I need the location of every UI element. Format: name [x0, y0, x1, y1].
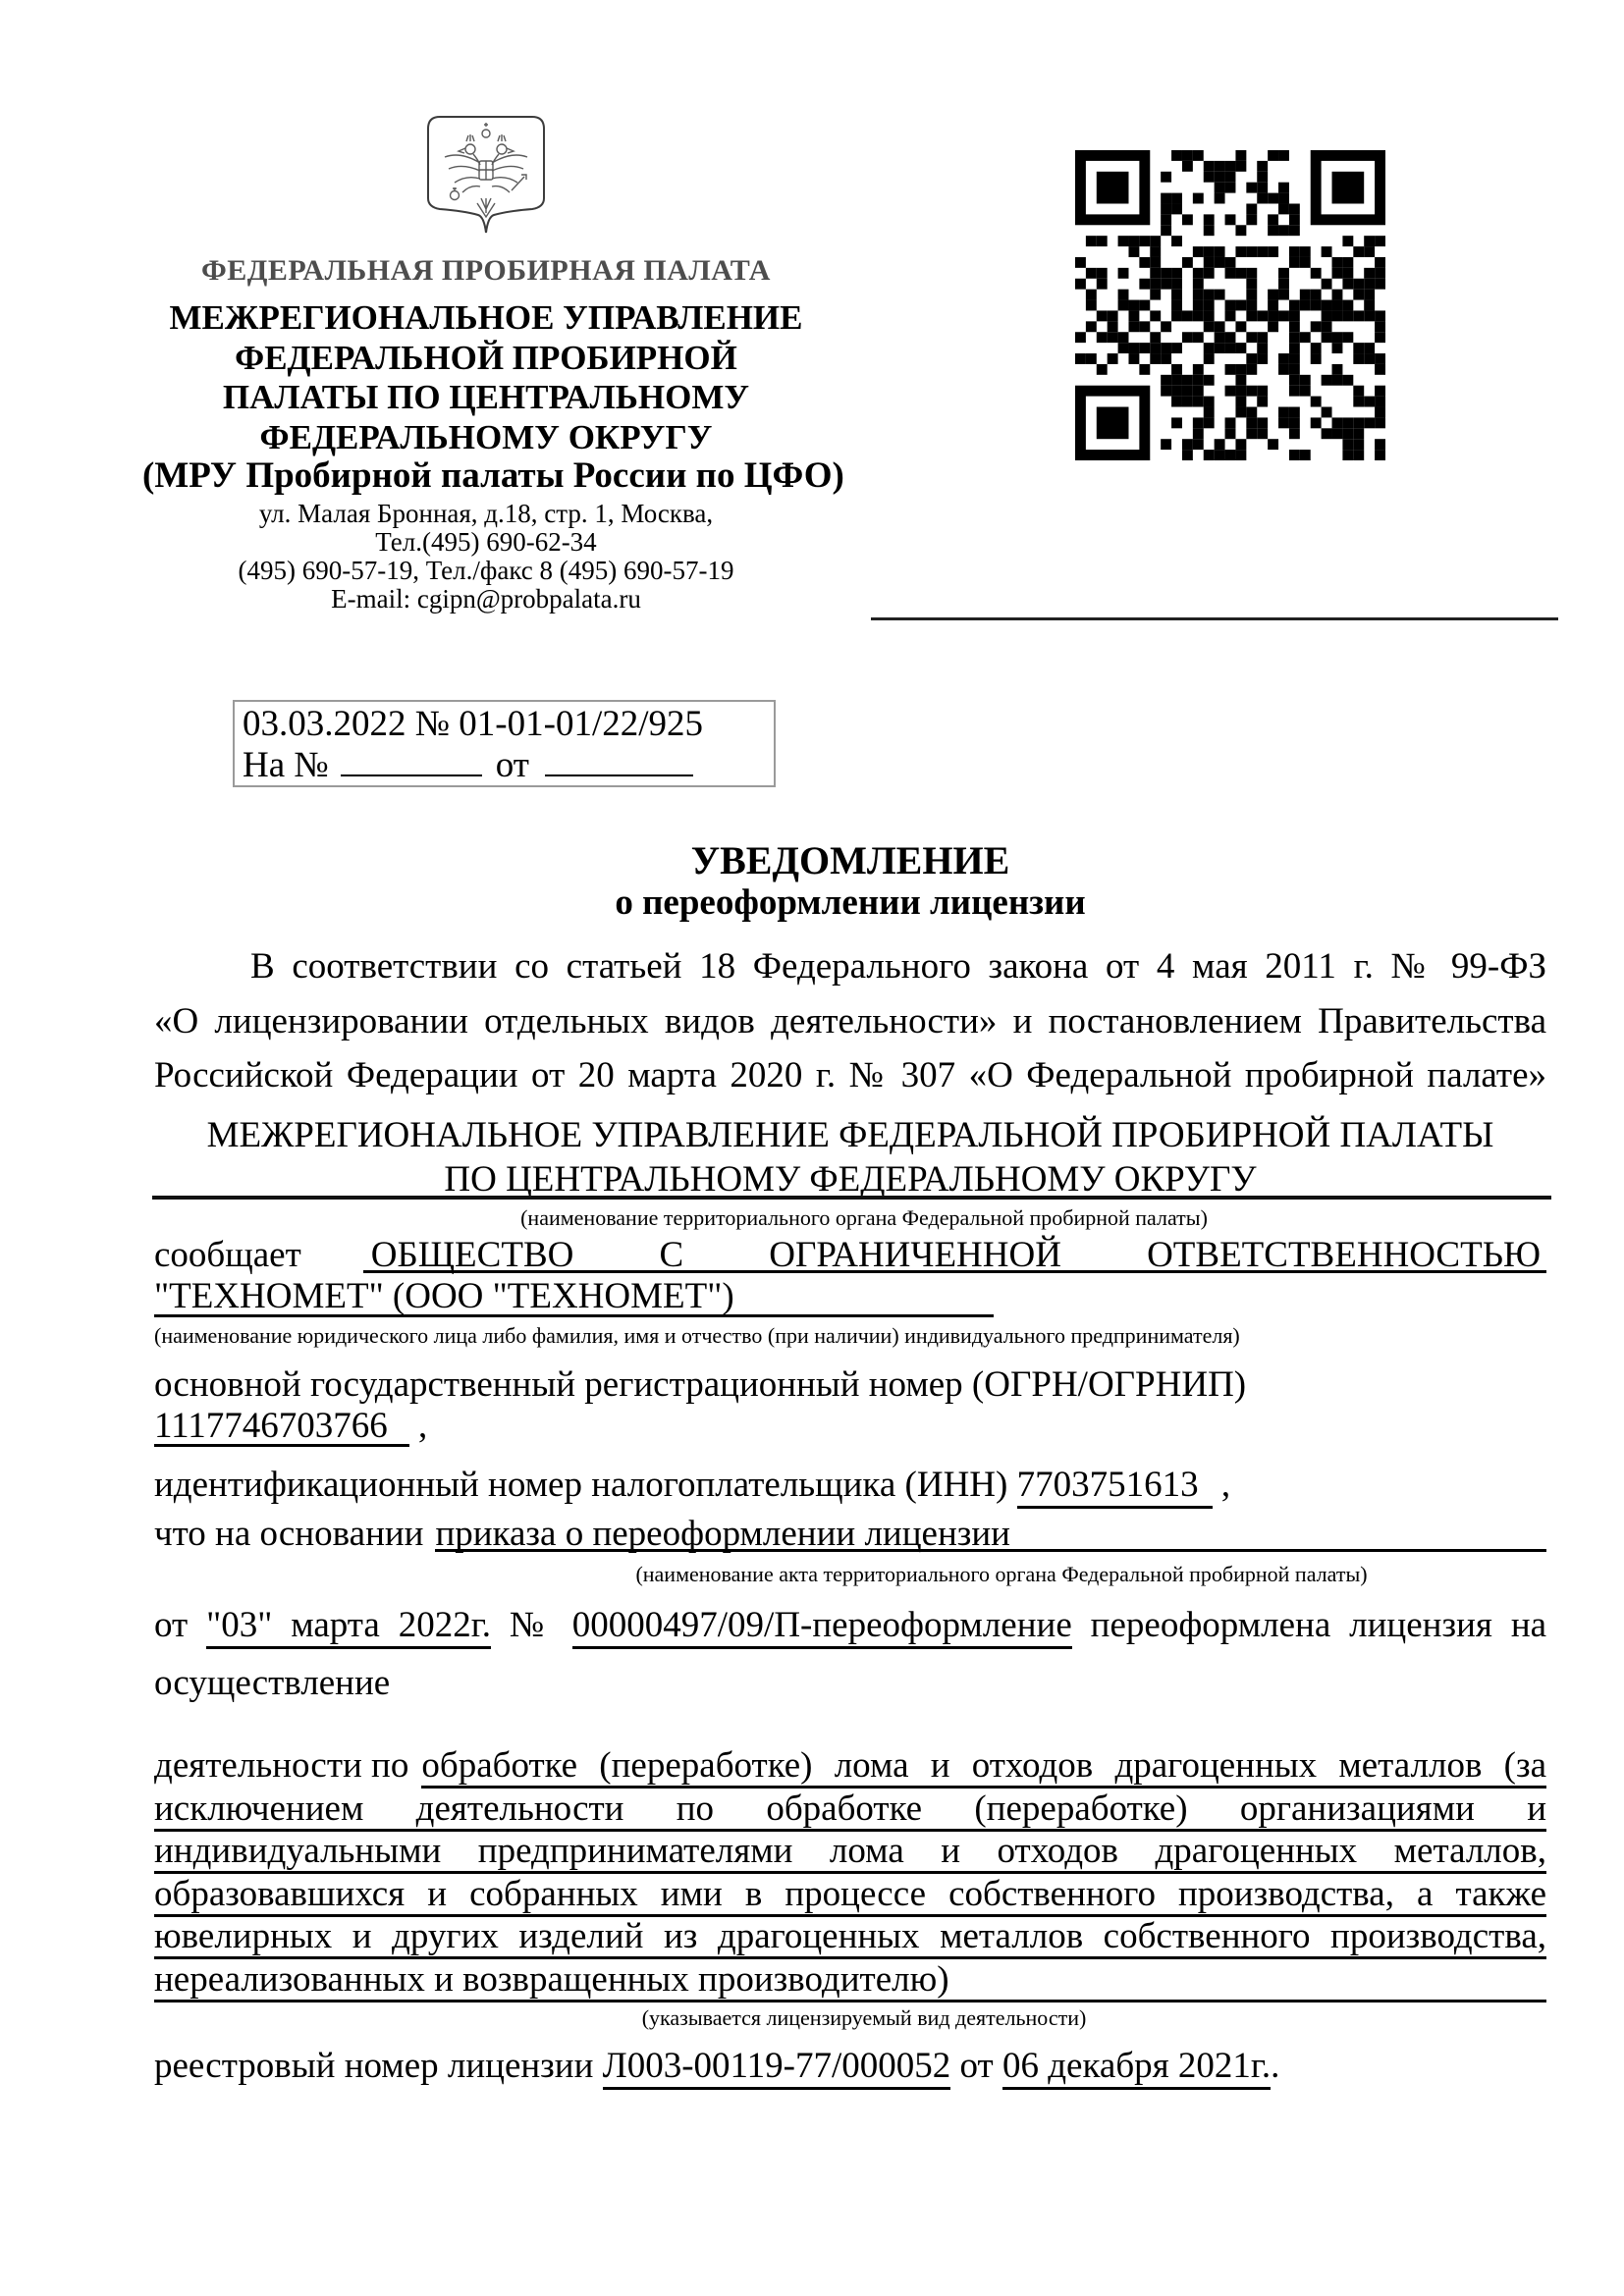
reference-box: [233, 700, 776, 787]
registry-suffix: .: [1271, 2046, 1280, 2086]
activity-line: ювелирных и других изделий из драгоценных металлов собственного производства,: [154, 1919, 1546, 1959]
company-word: ОБЩЕСТВО: [370, 1235, 574, 1275]
authority-underline: [152, 1196, 1551, 1200]
department-line: ФЕДЕРАЛЬНОМУ ОКРУГУ: [259, 417, 713, 456]
inn-line: [154, 1465, 1231, 1505]
order-word: переоформлена: [1090, 1605, 1331, 1645]
phone-line: Тел.(495) 690-62-34: [375, 527, 597, 557]
entity-caption: (наименование юридического лица либо фамилия, имя и отчество (при наличии) индивидуального предпринимателя): [154, 1323, 1240, 1348]
signature-line: [871, 617, 1558, 620]
email-line: E-mail: cgipn@probpalata.ru: [331, 584, 641, 614]
activity-line: индивидуальными предпринимателями лома и отходов драгоценных металлов,: [154, 1834, 1546, 1874]
registry-number: Л003-00119-77/000052: [603, 2046, 951, 2090]
russia-eagle-icon: [425, 114, 547, 238]
order-word: на: [1510, 1605, 1547, 1645]
company-word: С: [659, 1235, 684, 1275]
registry-prefix: реестровый номер лицензии: [154, 2046, 594, 2086]
agency-name: ФЕДЕРАЛЬНАЯ ПРОБИРНАЯ ПАЛАТА: [201, 254, 771, 287]
registry-mid: от: [959, 2046, 994, 2086]
ogrn-suffix: ,: [418, 1406, 428, 1446]
implementation-word: осуществление: [154, 1663, 391, 1703]
authority-caption: (наименование территориального органа Федеральной пробирной палаты): [520, 1205, 1208, 1230]
document-title: УВЕДОМЛЕНИЕ: [690, 838, 1010, 882]
reply-prefix: На №: [243, 745, 329, 785]
coat-of-arms-emblem: [142, 114, 830, 238]
address-line: ул. Малая Бронная, д.18, стр. 1, Москва,: [258, 499, 714, 528]
authority-name-line: ПО ЦЕНТРАЛЬНОМУ ФЕДЕРАЛЬНОМУ ОКРУГУ: [444, 1159, 1257, 1200]
intro-paragraph-line: Российской Федерации от 20 марта 2020 г. № 307 «О Федеральной пробирной палате»: [154, 1055, 1546, 1095]
ogrn-value: 1117746703766: [154, 1409, 409, 1447]
inn-suffix: ,: [1220, 1465, 1231, 1505]
registry-line: [154, 2046, 1280, 2086]
informs-line: [154, 1235, 1546, 1275]
activity-line: [154, 1745, 1546, 1789]
department-name: [142, 298, 830, 457]
ogrn-line: [154, 1406, 428, 1446]
activity-caption: (указывается лицензируемый вид деятельности): [641, 2005, 1087, 2030]
company-name-line2: [154, 1276, 994, 1316]
reply-from-label: от: [495, 745, 529, 785]
activity-line: образовавшихся и собранных ими в процессе собственного производства, а также: [154, 1877, 1546, 1917]
department-line: ПАЛАТЫ ПО ЦЕНТРАЛЬНОМУ: [222, 378, 750, 416]
activity-line: исключением деятельности по обработке (переработке) организациями и: [154, 1791, 1546, 1832]
document-subtitle: о переоформлении лицензии: [615, 882, 1086, 923]
order-word: от: [154, 1605, 189, 1645]
registry-date: 06 декабря 2021г.: [1002, 2046, 1271, 2090]
activity-field: обработке (переработке) лома и отходов драгоценных металлов (за: [421, 1748, 1546, 1789]
act-caption: (наименование акта территориального органа Федеральной пробирной палаты): [635, 1562, 1368, 1586]
company-name-field: "ТЕХНОМЕТ" (ООО "ТЕХНОМЕТ"): [154, 1279, 994, 1317]
outgoing-number: 03.03.2022 № 01-01-01/22/925: [243, 704, 704, 744]
intro-paragraph-line: В соответствии со статьей 18 Федерального закона от 4 мая 2011 г. № 99-ФЗ: [250, 946, 1546, 987]
department-short-name: (МРУ Пробирной палаты России по ЦФО): [142, 455, 844, 496]
department-line: МЕЖРЕГИОНАЛЬНОЕ УПРАВЛЕНИЕ: [169, 298, 803, 337]
qr-code: [1075, 150, 1385, 460]
inn-value: 7703751613: [1017, 1465, 1213, 1509]
inn-label: идентификационный номер налогоплательщика (ИНН): [154, 1465, 1008, 1505]
contact-block: [142, 500, 830, 614]
department-line: ФЕДЕРАЛЬНОЙ ПРОБИРНОЙ: [235, 338, 737, 377]
order-word: лицензия: [1349, 1605, 1492, 1645]
order-date: "03" марта 2022г.: [206, 1605, 491, 1649]
order-line: [154, 1605, 1547, 1647]
informs-label: сообщает: [154, 1235, 301, 1275]
authority-name-line: МЕЖРЕГИОНАЛЬНОЕ УПРАВЛЕНИЕ ФЕДЕРАЛЬНОЙ ПРОБИРНОЙ ПАЛАТЫ: [206, 1115, 1494, 1155]
activity-prefix: деятельности по: [154, 1745, 409, 1786]
order-number: 00000497/09/П-переоформление: [572, 1605, 1072, 1649]
intro-paragraph-line: «О лицензировании отдельных видов деятельности» и постановлением Правительства: [154, 1001, 1546, 1041]
ogrn-label: основной государственный регистрационный номер (ОГРН/ОГРНИП): [154, 1364, 1247, 1405]
company-word: ОТВЕТСТВЕННОСТЬЮ: [1147, 1235, 1541, 1275]
phone-line: (495) 690-57-19, Тел./факс 8 (495) 690-57-19: [238, 556, 734, 585]
basis-line: [154, 1514, 1546, 1554]
basis-act-field: приказа о переоформлении лицензии: [435, 1517, 1546, 1552]
order-word: №: [509, 1605, 554, 1645]
activity-line: нереализованных и возвращенных производителю): [154, 1962, 1546, 2002]
reply-reference-row: [243, 745, 774, 786]
basis-prefix: что на основании: [154, 1514, 424, 1554]
reply-number-blank: [341, 745, 482, 776]
company-word: ОГРАНИЧЕННОЙ: [769, 1235, 1061, 1275]
reply-date-blank: [545, 745, 693, 776]
company-name-field: [363, 1235, 1546, 1275]
